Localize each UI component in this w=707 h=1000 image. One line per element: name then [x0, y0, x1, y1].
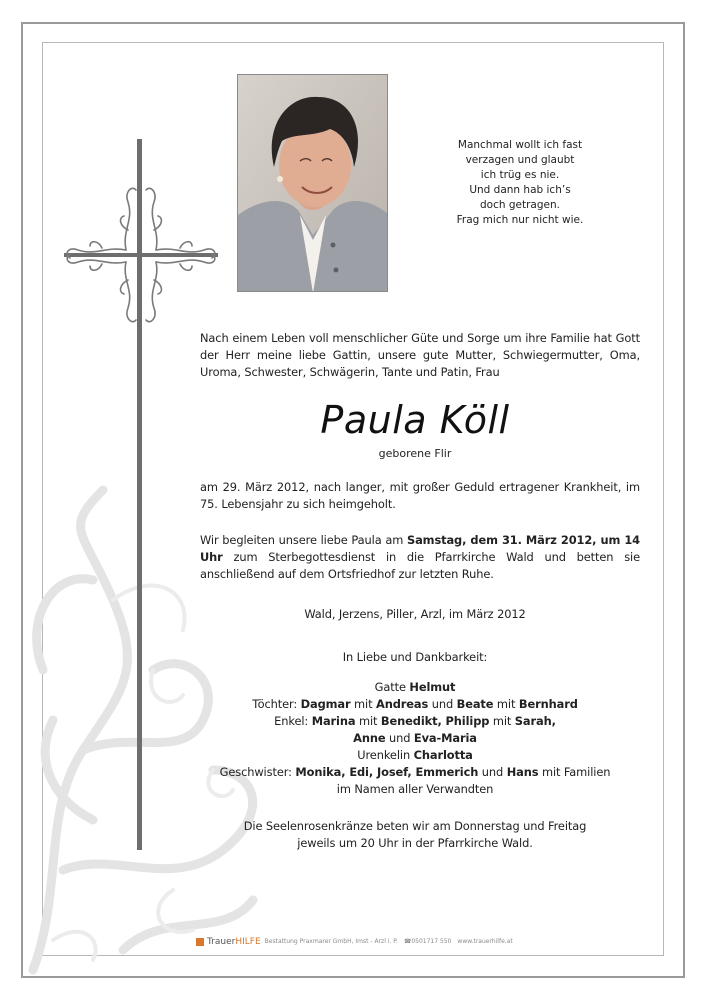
deceased-photo: [237, 74, 388, 292]
mourner-spouse: [200, 679, 630, 696]
footer-website-link[interactable]: www.trauerhilfe.at: [457, 938, 513, 945]
maiden-name: geborene Flir: [378, 447, 452, 460]
trauerhilfe-logo-icon: [196, 938, 204, 946]
poem-line: Und dann hab ich’s: [469, 184, 571, 196]
daughter-1: Dagmar: [300, 697, 351, 711]
footer: [196, 936, 616, 948]
siblings-prefix: Geschwister:: [219, 765, 296, 779]
mourner-siblings: [200, 764, 630, 781]
spouse-name: Helmut: [409, 680, 456, 694]
grandchild-2: Sarah,: [514, 714, 556, 728]
portrait-image: [238, 75, 388, 292]
great-grandchild-prefix: Urenkelin: [357, 748, 414, 762]
daughter-2-partner: Bernhard: [518, 697, 578, 711]
connector: und: [428, 697, 457, 711]
mourner-grandchildren: [200, 713, 630, 730]
grandchild-3: Anne: [353, 731, 386, 745]
funeral-date: Samstag, dem 31. März 2012, um 14 Uhr: [200, 533, 640, 564]
siblings-suffix: mit Familien: [538, 765, 611, 779]
mourner-daughters: [200, 696, 630, 713]
spouse-prefix: Gatte: [374, 680, 410, 694]
connector: und: [478, 765, 507, 779]
connector: und: [385, 731, 414, 745]
death-notice: am 29. März 2012, nach langer, mit großer Geduld ertragener Krankheit, im 75. Lebensjahr zu sich heimgeholt.: [200, 480, 640, 511]
grandchildren-prefix: Enkel:: [274, 714, 312, 728]
brand-part-b: HILFE: [235, 937, 261, 947]
connector: mit: [489, 714, 515, 728]
deceased-name: Paula Köll: [320, 398, 510, 442]
daughter-2: Beate: [456, 697, 494, 711]
sibling-last: Hans: [506, 765, 539, 779]
rosary-line-2: jeweils um 20 Uhr in der Pfarrkirche Wald.: [297, 836, 533, 850]
rosary-info: [200, 818, 630, 852]
poem-line: verzagen und glaubt: [465, 154, 575, 166]
siblings-names: Monika, Edi, Josef, Emmerich: [295, 765, 479, 779]
poem: [440, 138, 600, 228]
cross-filigree-icon: [62, 180, 220, 330]
footer-brand: [207, 937, 261, 947]
connector: mit: [355, 714, 381, 728]
intro-text: Nach einem Leben voll menschlicher Güte und Sorge um ihre Familie hat Gott der Herr meine liebe Gattin, unsere gute Mutter, Schwiegermutter, Oma, Uroma, Schwester, Schwägerin, Tante und Patin, Frau: [200, 331, 640, 379]
footer-phone: ☎0501717 550: [403, 938, 452, 945]
poem-line: ich trüg es nie.: [480, 169, 560, 181]
grandchild-4: Eva-Maria: [413, 731, 477, 745]
great-grandchild: Charlotta: [413, 748, 473, 762]
connector: mit: [493, 697, 519, 711]
funeral-text-2: zum Sterbegottesdienst in die Pfarrkirche Wald und betten sie anschließend auf dem Ortsfriedhof zur letzten Ruhe.: [200, 550, 640, 581]
grandchild-1: Marina: [311, 714, 356, 728]
mourner-grandchildren-cont: [200, 730, 630, 747]
connector: mit: [350, 697, 376, 711]
mourners-list: [200, 679, 630, 798]
closing-line: In Liebe und Dankbarkeit:: [342, 650, 488, 664]
poem-line: Manchmal wollt ich fast: [457, 139, 583, 151]
daughters-prefix: Töchter:: [252, 697, 301, 711]
brand-part-a: Trauer: [207, 937, 236, 947]
poem-line: doch getragen.: [480, 199, 560, 211]
rosary-line-1: Die Seelenrosenkränze beten wir am Donnerstag und Freitag: [243, 819, 587, 833]
place-date: Wald, Jerzens, Piller, Arzl, im März 2012: [304, 607, 526, 621]
poem-line: Frag mich nur nicht wie.: [456, 214, 584, 226]
grandchild-1-partner: Benedikt, Philipp: [380, 714, 490, 728]
footer-company: Bestattung Praxmarer GmbH, Imst - Arzl i. P.: [264, 938, 398, 945]
daughter-1-partner: Andreas: [376, 697, 429, 711]
funeral-info: [200, 532, 640, 583]
funeral-text-1: Wir begleiten unsere liebe Paula am: [200, 533, 407, 547]
mourner-relatives: im Namen aller Verwandten: [336, 782, 494, 796]
mourner-great-grandchild: [200, 747, 630, 764]
